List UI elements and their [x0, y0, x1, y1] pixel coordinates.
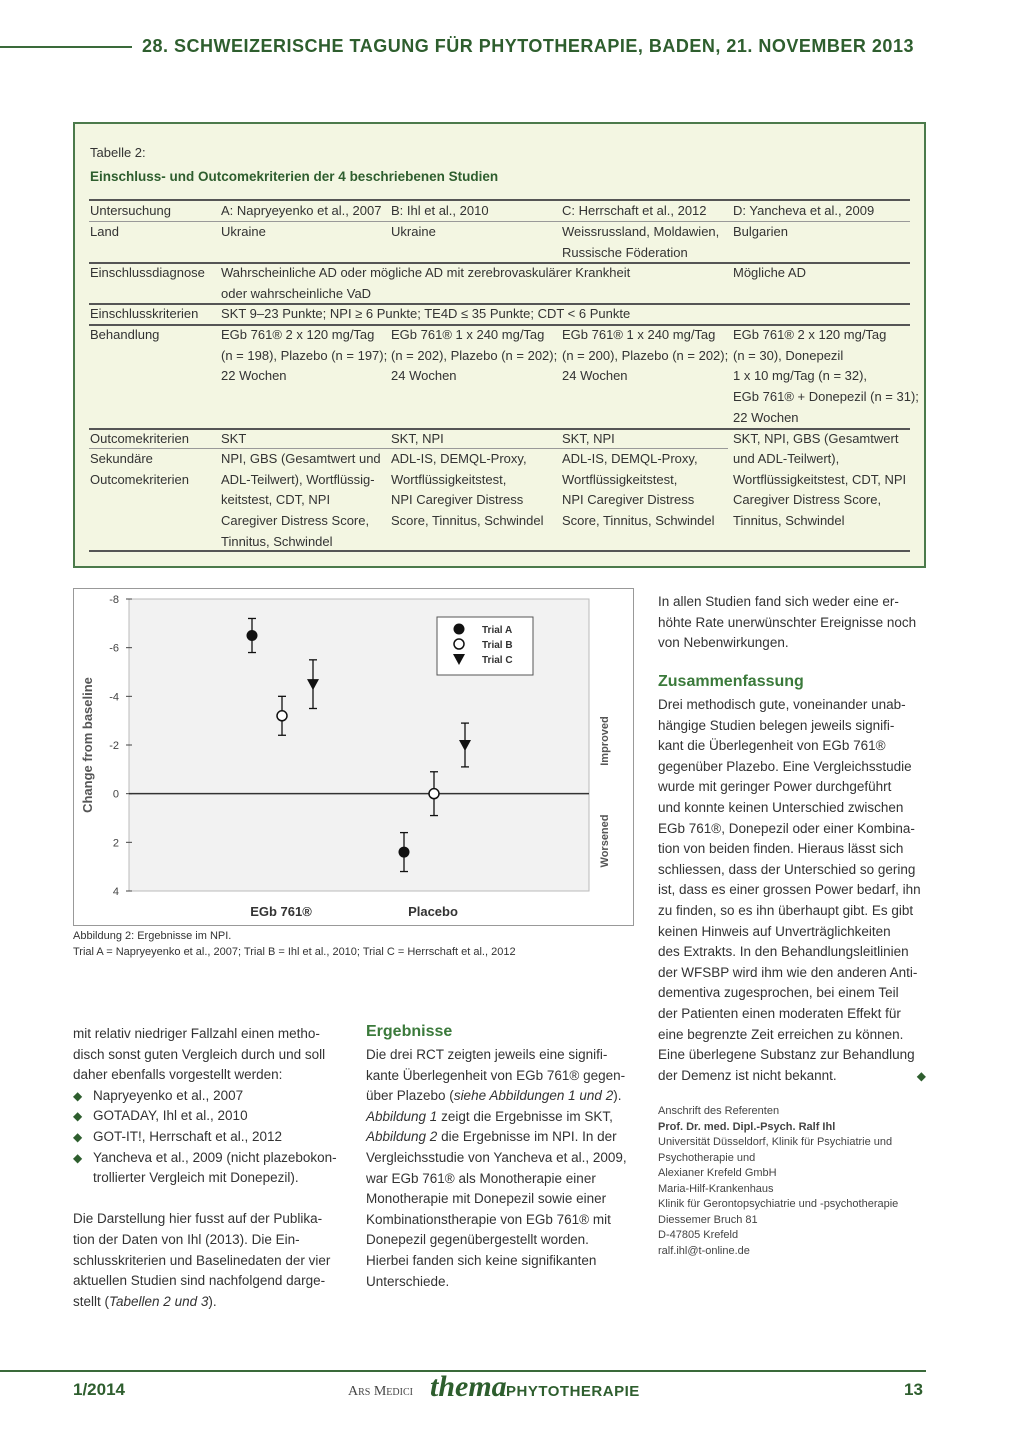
- table-cell: (n = 200), Plazebo (n = 202);: [562, 348, 729, 363]
- table-cell: SKT, NPI, GBS (Gesamtwert: [733, 431, 899, 446]
- text-line: stellt (Tabellen 2 und 3).: [73, 1293, 217, 1309]
- text-line: schlusskriterien und Baselinedaten der vier: [73, 1252, 331, 1268]
- table-cell: SKT, NPI: [391, 431, 444, 446]
- section-name: PHYTOTHERAPIE: [506, 1383, 640, 1400]
- table-cell: Ukraine: [221, 224, 266, 239]
- legend-marker: [454, 639, 464, 649]
- table-cell: EGb 761® 2 x 120 mg/Tag: [733, 327, 887, 342]
- text-line: kant die Überlegenheit von EGb 761®: [658, 738, 886, 754]
- table-cell: 24 Wochen: [562, 368, 628, 383]
- text-line: von Nebenwirkungen.: [658, 635, 789, 651]
- text-line: des Extrakts. In den Behandlungsleitlinien: [658, 944, 909, 960]
- bullet-icon: ◆: [73, 1150, 83, 1165]
- text-line: kante Überlegenheit von EGb 761® gegen-: [366, 1067, 626, 1083]
- text-line: höhte Rate unerwünschter Ereignisse noch: [658, 614, 917, 630]
- table-header-cell: C: Herrschaft et al., 2012: [562, 203, 707, 218]
- text-line: Vergleichsstudie von Yancheva et al., 2009,: [366, 1149, 627, 1165]
- table-cell: Caregiver Distress Score,: [221, 513, 370, 528]
- table-row-label: Behandlung: [90, 327, 160, 342]
- table-cell: Weissrussland, Moldawien,: [562, 224, 720, 239]
- table-cell: 22 Wochen: [733, 410, 799, 425]
- text-line: mit relativ niedriger Fallzahl einen metho-: [73, 1026, 320, 1041]
- table-header-cell: D: Yancheva et al., 2009: [733, 203, 875, 218]
- text-line: der Demenz ist nicht bekannt. ◆: [658, 1066, 926, 1087]
- table-header-cell: Untersuchung: [90, 203, 171, 218]
- header-rule: [0, 46, 132, 48]
- table-header-cell: A: Napryeyenko et al., 2007: [221, 203, 382, 218]
- table-cell: keitstest, CDT, NPI: [221, 492, 331, 507]
- table-cell: oder wahrscheinliche VaD: [221, 286, 372, 301]
- text-line: eine begrenzte Zeit erreichen zu können.: [658, 1026, 904, 1042]
- table-cell: Score, Tinnitus, Schwindel: [391, 513, 544, 528]
- figure-caption-title: Abbildung 2: Ergebnisse im NPI.: [73, 930, 232, 942]
- table-cell: 22 Wochen: [221, 368, 287, 383]
- data-point: [247, 630, 258, 641]
- x-category-label: Placebo: [408, 904, 458, 919]
- text-line: Monotherapie mit Donepezil sowie einer: [366, 1191, 607, 1207]
- right-column-intro: [658, 592, 926, 654]
- list-item: ◆ Yancheva et al., 2009 (nicht plazebokon-: [73, 1148, 342, 1169]
- table-cell: Ukraine: [391, 224, 436, 239]
- text-line: disch sonst guten Vergleich durch und soll: [73, 1046, 326, 1062]
- y-tick-label: -8: [109, 594, 119, 606]
- table-header-cell: B: Ihl et al., 2010: [391, 203, 489, 218]
- text-line: daher ebenfalls vorgestellt werden:: [73, 1067, 283, 1083]
- table-row-label: Land: [90, 224, 119, 239]
- table-cell: ADL-IS, DEMQL-Proxy,: [562, 451, 698, 466]
- address-line: Universität Düsseldorf, Klinik für Psychiatrie und: [658, 1136, 893, 1148]
- author-address: [658, 1104, 926, 1259]
- table-cell: (n = 202), Plazebo (n = 202);: [391, 348, 558, 363]
- text-line: der WFSBP wird ihm wie den anderen Anti-: [658, 964, 918, 980]
- chart-legend: [437, 617, 533, 675]
- right-label-improved: Improved: [599, 716, 611, 766]
- table-cell: ADL-Teilwert), Wortflüssig-: [221, 472, 375, 487]
- running-header: 28. SCHWEIZERISCHE TAGUNG FÜR PHYTOTHERAPIE, BADEN, 21. NOVEMBER 2013: [142, 36, 914, 56]
- table-cell: EGb 761® + Donepezil (n = 31);: [733, 389, 919, 404]
- table-row-label: Einschlusskriterien: [90, 306, 199, 321]
- table-cell: 1 x 10 mg/Tag (n = 32),: [733, 368, 868, 383]
- text-line: aktuellen Studien sind nachfolgend darge-: [73, 1273, 326, 1289]
- table-cell: NPI Caregiver Distress: [562, 492, 695, 507]
- y-tick-label: 2: [112, 837, 119, 850]
- list-item: ◆ GOT-IT!, Herrschaft et al., 2012: [73, 1127, 342, 1148]
- text-line: Abbildung 2 die Ergebnisse im NPI. In der: [366, 1129, 617, 1145]
- page-number: 13: [904, 1380, 923, 1399]
- text-line: ist, dass es einer grossen Power bedarf, ihn: [658, 882, 921, 898]
- table-cell: Wortflüssigkeitstest,: [562, 472, 678, 487]
- x-category-label: EGb 761®: [250, 904, 312, 919]
- text-line: Die drei RCT zeigten jeweils eine signifi-: [366, 1047, 608, 1062]
- address-line: Maria-Hilf-Krankenhaus: [658, 1182, 774, 1195]
- table-title: Einschluss- und Outcomekriterien der 4 beschriebenen Studien: [90, 169, 499, 184]
- list-item: ◆ GOTADAY, Ihl et al., 2010: [73, 1106, 342, 1127]
- table-cell: SKT 9–23 Punkte; NPI ≥ 6 Punkte; TE4D ≤ 35 Punkte; CDT < 6 Punkte: [221, 306, 631, 321]
- data-point: [429, 789, 439, 799]
- text-line: Eine überlegene Substanz zur Behandlung: [658, 1047, 915, 1063]
- table-cell: EGb 761® 1 x 240 mg/Tag: [562, 327, 716, 342]
- table-rule: [89, 550, 910, 552]
- address-line: Alexianer Krefeld GmbH: [658, 1167, 777, 1179]
- text-line: Die Darstellung hier fusst auf der Publika-: [73, 1211, 323, 1227]
- table-cell: Caregiver Distress Score,: [733, 492, 882, 507]
- text-line: hängige Studien belegen jeweils signifi-: [658, 717, 895, 733]
- legend-marker: [454, 624, 465, 635]
- address-name: Prof. Dr. med. Dipl.-Psych. Ralf Ihl: [658, 1120, 836, 1133]
- text-line: tion von beiden finden. Hieraus lässt sich: [658, 841, 904, 857]
- text-line: tion der Daten von Ihl (2013). Die Ein-: [73, 1231, 300, 1247]
- address-line: Anschrift des Referenten: [658, 1105, 780, 1117]
- table-cell: Mögliche AD: [733, 265, 806, 280]
- table-row-label: Sekundäre: [90, 451, 153, 466]
- table-row-label: Einschlussdiagnose: [90, 265, 205, 280]
- figure-caption-text: Trial A = Napryeyenko et al., 2007; Trial B = Ihl et al., 2010; Trial C = Herrschaft et al., 2012: [73, 946, 516, 958]
- text-line: zu finden, so es ihn überhaupt gibt. Es gibt: [658, 902, 914, 918]
- text-line: schliessen, dass der Unterschied so gering: [658, 861, 916, 877]
- legend-entry: Trial C: [482, 655, 513, 666]
- table-row-label: Outcomekriterien: [90, 431, 189, 446]
- table-cell: Score, Tinnitus, Schwindel: [562, 513, 715, 528]
- bullet-icon: ◆: [73, 1129, 83, 1144]
- y-axis-label: Change from baseline: [80, 677, 95, 813]
- text-line: Abbildung 1 zeigt die Ergebnisse im SKT,: [366, 1108, 613, 1124]
- text-line: Unterschiede.: [366, 1273, 450, 1289]
- table-caption: Tabelle 2:: [90, 145, 146, 160]
- bullet-icon: ◆: [73, 1109, 83, 1124]
- table-cell: NPI Caregiver Distress: [391, 492, 524, 507]
- table-cell: Bulgarien: [733, 224, 788, 239]
- table-cell: und ADL-Teilwert),: [733, 451, 840, 466]
- legend-entry: Trial B: [482, 640, 513, 651]
- table-row-label: Outcomekriterien: [90, 472, 189, 487]
- text-line: Kombinationstherapie von EGb 761® mit: [366, 1211, 611, 1227]
- issue-number: 1/2014: [73, 1380, 125, 1399]
- bullet-icon: ◆: [73, 1088, 83, 1103]
- table-cell: Tinnitus, Schwindel: [733, 513, 845, 528]
- table-cell: EGb 761® 2 x 120 mg/Tag: [221, 327, 375, 342]
- y-tick-label: -2: [109, 740, 119, 752]
- list-item: ◆ Napryeyenko et al., 2007: [73, 1086, 342, 1107]
- table-cell: (n = 30), Donepezil: [733, 348, 844, 363]
- y-tick-label: 4: [112, 886, 119, 898]
- list-item-continued: trollierter Vergleich mit Donepezil).: [93, 1170, 299, 1186]
- table-cell: Wortflüssigkeitstest,: [391, 472, 507, 487]
- y-tick-label: 0: [112, 788, 119, 801]
- address-line: Psychotherapie und: [658, 1151, 756, 1164]
- right-label-worsened: Worsened: [599, 814, 611, 868]
- table-cell: SKT: [221, 431, 247, 446]
- figure-npi: [73, 588, 634, 926]
- table-cell: NPI, GBS (Gesamtwert und: [221, 451, 381, 466]
- text-line: gegenüber Plazebo. Eine Vergleichsstudie: [658, 758, 912, 774]
- y-tick-label: -6: [109, 642, 119, 655]
- text-line: keinen Hinweis auf Unverträglichkeiten: [658, 923, 891, 939]
- address-email: ralf.ihl@t-online.de: [658, 1244, 750, 1257]
- brand-ars-medici: Ars Medici: [348, 1384, 413, 1399]
- table-cell: 24 Wochen: [391, 368, 457, 383]
- left-column: [73, 1024, 342, 1312]
- y-tick-label: -4: [109, 691, 119, 704]
- table-cell: ADL-IS, DEMQL-Proxy,: [391, 451, 527, 466]
- text-line: dementiva zugesprochen, bei einem Teil: [658, 985, 899, 1001]
- table-cell: SKT, NPI: [562, 431, 615, 446]
- table-cell: Wortflüssigkeitstest, CDT, NPI: [733, 472, 907, 487]
- data-point: [277, 711, 287, 721]
- text-line: war EGb 761® als Monotherapie einer: [366, 1170, 596, 1186]
- legend-entry: Trial A: [482, 625, 513, 636]
- address-line: Diessemer Bruch 81: [658, 1213, 758, 1226]
- text-line: Donepezil gegenübergestellt worden.: [366, 1232, 589, 1248]
- table-cell: (n = 198), Plazebo (n = 197);: [221, 348, 388, 363]
- text-line: Hierbei fanden sich keine signifikanten: [366, 1252, 597, 1268]
- address-line: D-47805 Krefeld: [658, 1229, 739, 1241]
- text-line: EGb 761®, Donepezil oder einer Kombina-: [658, 820, 915, 836]
- section-heading-zusammenfassung: Zusammenfassung: [658, 673, 804, 690]
- text-line: und konnte keinen Unterschied zwischen: [658, 799, 904, 815]
- brand-thema: thema: [430, 1370, 507, 1403]
- table-cell: Tinnitus, Schwindel: [221, 534, 333, 549]
- table-cell: EGb 761® 1 x 240 mg/Tag: [391, 327, 545, 342]
- section-heading-ergebnisse: Ergebnisse: [366, 1023, 453, 1040]
- data-point: [399, 847, 410, 858]
- table-cell: Russische Föderation: [562, 245, 688, 260]
- text-line: über Plazebo (siehe Abbildungen 1 und 2).: [366, 1088, 622, 1104]
- table-cell: Wahrscheinliche AD oder mögliche AD mit zerebrovaskulärer Krankheit: [221, 265, 631, 280]
- text-line: In allen Studien fand sich weder eine er-: [658, 594, 899, 609]
- text-line: Drei methodisch gute, voneinander unab-: [658, 697, 906, 712]
- address-line: Klinik für Gerontopsychiatrie und -psychotherapie: [658, 1198, 899, 1210]
- npi-chart: [74, 589, 633, 925]
- right-column-body: [658, 695, 926, 1086]
- text-line: wurde mit geringer Power durchgeführt: [658, 779, 892, 795]
- middle-column: [366, 1045, 634, 1292]
- end-mark-icon: ◆: [916, 1068, 926, 1083]
- text-line: der Patienten einen moderaten Effekt für: [658, 1005, 901, 1021]
